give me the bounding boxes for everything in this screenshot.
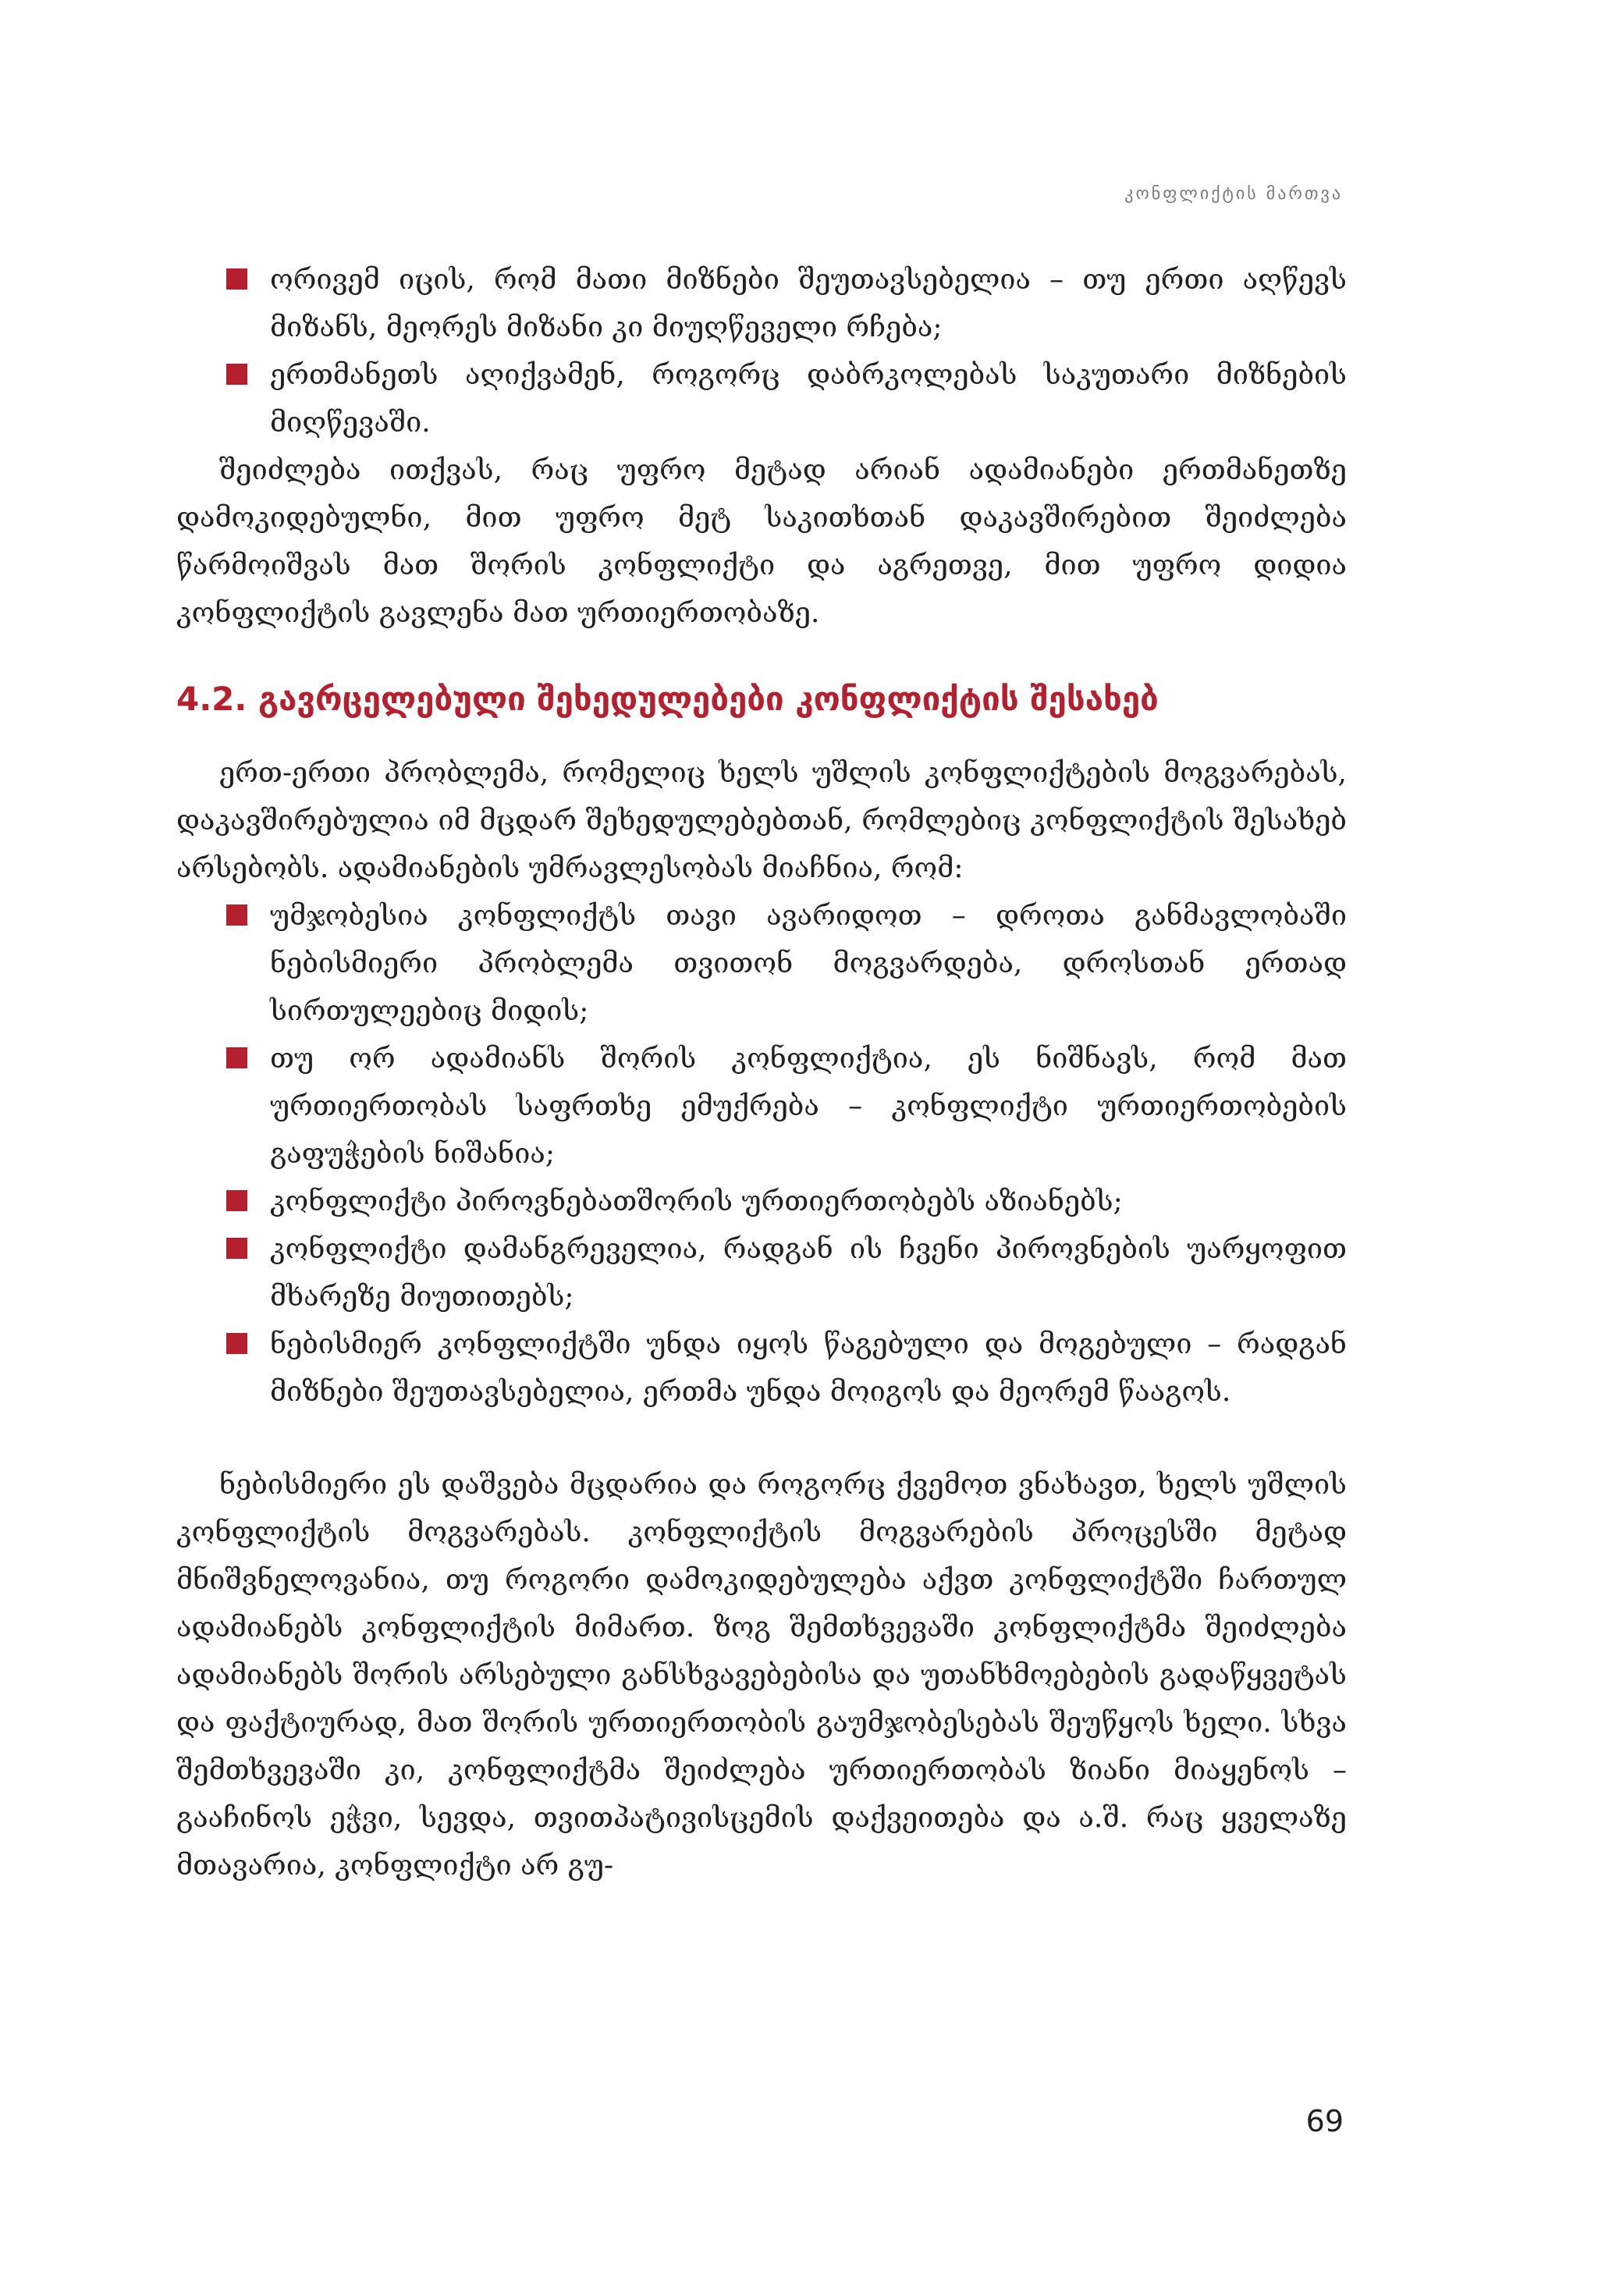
list-item: თუ ორ ადამიანს შორის კონფლიქტია, ეს ნიშნავს, რომ მათ ურთიერთობას საფრთხე ემუქრება – კონფლიქტი ურთიერთობების გაფუჭების ნიშანია; (176, 1035, 1347, 1178)
top-bullet-list (176, 256, 1347, 446)
paragraph: ნებისმიერი ეს დაშვება მცდარია და როგორც ქვემოთ ვნახავთ, ხელს უშლის კონფლიქტის მოგვარებას. კონფლიქტის მოგვარების პროცესში მეტად მნიშვნელოვანია, თუ როგორი დამოკიდებულება აქვთ კონფლიქტში ჩართულ ადამიანებს კონფლიქტის მიმართ. ზოგ შემთხვევაში კონფლიქტმა შეიძლება ადამიანებს შორის არსებული განსხვავებებისა და უთანხმოებების გადაწყვეტას და ფაქტიურად, მათ შორის ურთიერთობის გაუმჯობესებას შეუწყოს ხელი. სხვა შემთხვევაში კი, კონფლიქტმა შეიძლება ურთიერთობას ზიანი მიაყენოს – გააჩინოს ეჭვი, სევდა, თვითპატივისცემის დაქვეითება და ა.შ. რაც ყველაზე მთავარია, კონფლიქტი არ გუ- (176, 1469, 1347, 1882)
square-bullet-icon (226, 364, 247, 385)
page-body (176, 256, 1347, 1889)
running-head: კონფლიქტის მართვა (1124, 184, 1343, 204)
section-heading: 4.2. გავრცელებული შეხედულებები კონფლიქტის შესახებ (176, 680, 1159, 718)
square-bullet-icon (226, 1238, 247, 1259)
list-item: კონფლიქტი დამანგრეველია, რადგან ის ჩვენი პიროვნების უარყოფით მხარეზე მიუთითებს; (176, 1225, 1347, 1320)
square-bullet-icon (226, 268, 247, 290)
list-item: ორივემ იცის, რომ მათი მიზნები შეუთავსებელია – თუ ერთი აღწევს მიზანს, მეორეს მიზანი კი მიუღწეველი რჩება; (176, 256, 1347, 351)
paragraph: შეიძლება ითქვას, რაც უფრო მეტად არიან ადამიანები ერთმანეთზე დამოკიდებულნი, მით უფრო მეტ საკითხთან დაკავშირებით შეიძლება წარმოიშვას მათ შორის კონფლიქტი და აგრეთვე, მით უფრო დიდია კონფლიქტის გავლენა მათ ურთიერთობაზე. (176, 454, 1347, 629)
list-item: ერთმანეთს აღიქვამენ, როგორც დაბრკოლებას საკუთარი მიზნების მიღწევაში. (176, 351, 1347, 446)
square-bullet-icon (226, 1190, 247, 1211)
square-bullet-icon (226, 905, 247, 926)
paragraph: ერთ-ერთი პრობლემა, რომელიც ხელს უშლის კონფლიქტების მოგვარებას, დაკავშირებულია იმ მცდარ შეხედულებებთან, რომლებიც კონფლიქტის შესახებ არსებობს. ადამიანების უმრავლესობას მიაჩნია, რომ: (176, 757, 1347, 884)
list-item: კონფლიქტი პიროვნებათშორის ურთიერთობებს აზიანებს; (176, 1178, 1347, 1225)
square-bullet-icon (226, 1047, 247, 1068)
page-number: 69 (1305, 2104, 1344, 2138)
square-bullet-icon (226, 1333, 247, 1354)
list-item: ნებისმიერ კონფლიქტში უნდა იყოს წაგებული და მოგებული – რადგან მიზნები შეუთავსებელია, ერთმა უნდა მოიგოს და მეორემ წააგოს. (176, 1320, 1347, 1416)
misconception-bullet-list (176, 892, 1347, 1416)
list-item: უმჯობესია კონფლიქტს თავი ავარიდოთ – დროთა განმავლობაში ნებისმიერი პრობლემა თვითონ მოგვარდება, დროსთან ერთად სირთულეებიც მიდის; (176, 892, 1347, 1035)
